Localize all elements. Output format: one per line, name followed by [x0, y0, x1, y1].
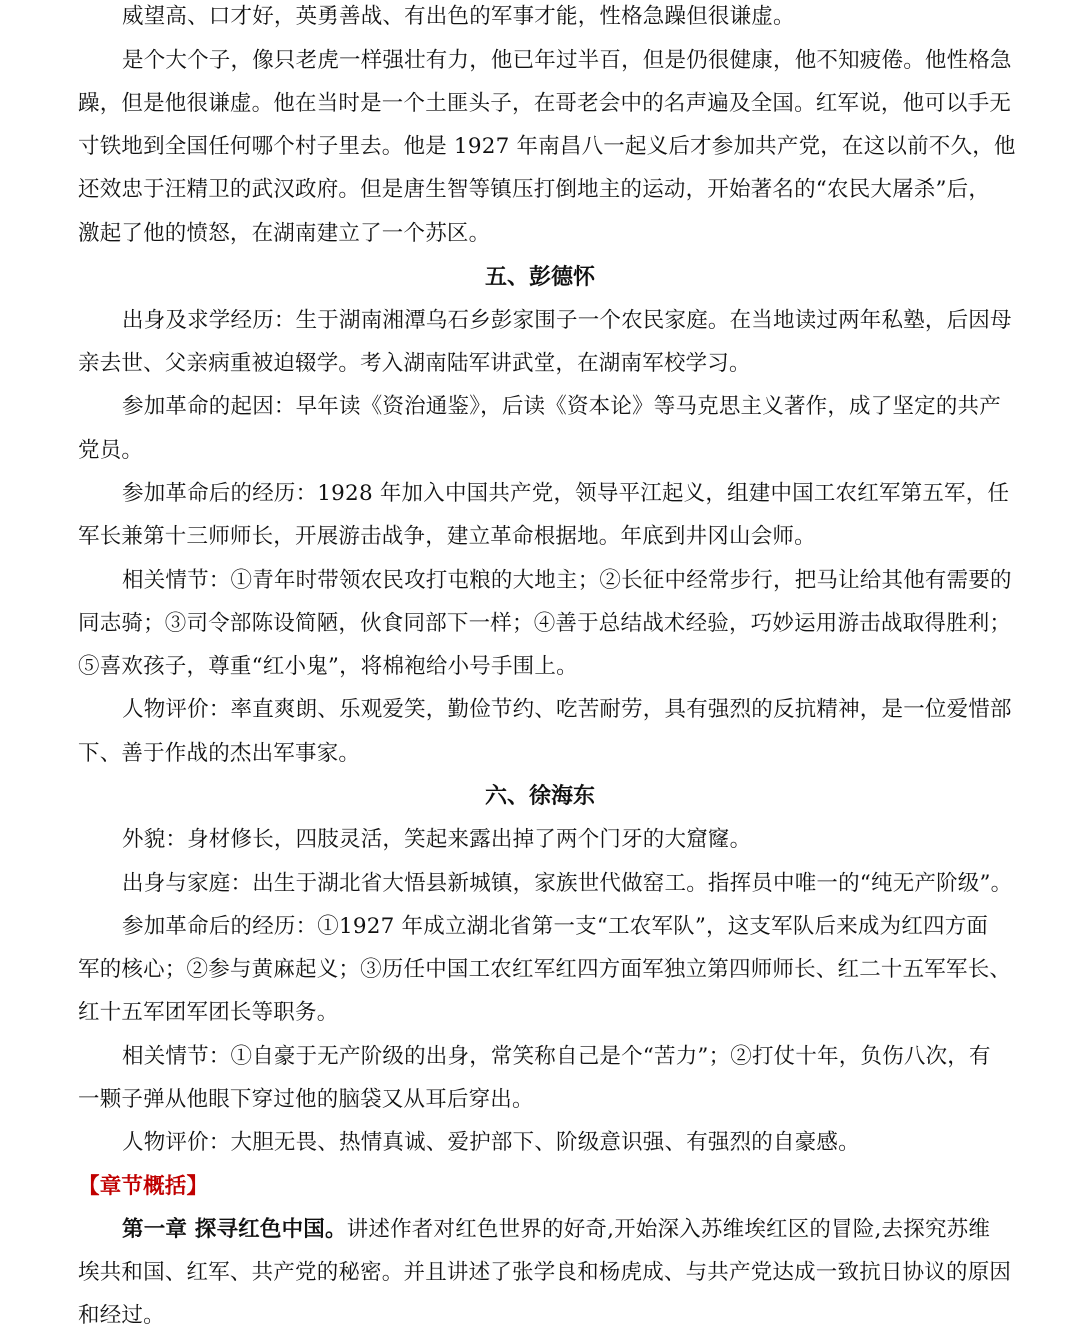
episodes-line: 同志骑；③司令部陈设简陋，伙食同部下一样；④善于总结战术经验，巧妙运用游击战取得胜利； [78, 611, 1012, 636]
six-episodes-line: 一颗子弹从他眼下穿过他的脑袋又从耳后穿出。 [78, 1087, 534, 1112]
cause-line: 党员。 [78, 438, 144, 463]
chapter-summary-tag: 【章节概括】 [78, 1174, 209, 1199]
evaluation-line: 人物评价：率直爽朗、乐观爱笑，勤俭节约、吃苦耐劳，具有强烈的反抗精神，是一位爱惜部 [122, 697, 1012, 722]
episodes-line: 相关情节：①青年时带领农民攻打屯粮的大地主；②长征中经常步行，把马让给其他有需要的 [122, 568, 1012, 593]
experience-line: 参加革命后的经历：1928 年加入中国共产党，领导平江起义，组建中国工农红军第五军，任 [122, 481, 1010, 506]
six-episodes-line: 相关情节：①自豪于无产阶级的出身，常笑称自己是个“苦力”；②打仗十年，负伤八次，有 [122, 1044, 991, 1069]
section-five-heading: 五、彭德怀 [484, 265, 595, 290]
appearance-line: 外貌：身材修长，四肢灵活，笑起来露出掉了两个门牙的大窟窿。 [122, 827, 752, 852]
experience-line: 军长兼第十三师师长，开展游击战争，建立革命根据地。年底到井冈山会师。 [78, 524, 816, 549]
section-four-paragraph-line: 是个大个子，像只老虎一样强壮有力，他已年过半百，但是仍很健康，他不知疲倦。他性格急 [122, 48, 1012, 73]
chapter-one-line-1 [122, 1215, 1002, 1245]
background-line: 出身及求学经历：生于湖南湘潭乌石乡彭家围子一个农民家庭。在当地读过两年私塾，后因母 [122, 308, 1012, 333]
six-evaluation-line: 人物评价：大胆无畏、热情真诚、爱护部下、阶级意识强、有强烈的自豪感。 [122, 1130, 860, 1155]
chapter-one-text: 讲述作者对红色世界的好奇,开始深入苏维埃红区的冒险,去探究苏维 [346, 1217, 991, 1242]
cause-line: 参加革命的起因：早年读《资治通鉴》，后读《资本论》等马克思主义著作，成了坚定的共产 [122, 394, 1001, 419]
episodes-line: ⑤喜欢孩子，尊重“红小鬼”，将棉袍给小号手围上。 [78, 654, 578, 679]
section-four-paragraph-line: 激起了他的愤怒，在湖南建立了一个苏区。 [78, 221, 491, 246]
family-line: 出身与家庭：出生于湖北省大悟县新城镇，家族世代做窑工。指挥员中唯一的“纯无产阶级”。 [122, 871, 1013, 896]
six-experience-line: 军的核心；②参与黄麻起义；③历任中国工农红军红四方面军独立第四师师长、红二十五军军长、 [78, 957, 1012, 982]
section-four-paragraph-line: 还效忠于汪精卫的武汉政府。但是唐生智等镇压打倒地主的运动，开始著名的“农民大屠杀”后， [78, 177, 991, 202]
chapter-one-line-2: 埃共和国、红军、共产党的秘密。并且讲述了张学良和杨虎成、与共产党达成一致抗日协议的原因 [78, 1260, 1012, 1285]
section-four-paragraph-line: 寸铁地到全国任何哪个村子里去。他是 1927 年南昌八一起义后才参加共产党，在这以前不久，他 [78, 134, 1016, 159]
section-six-heading: 六、徐海东 [484, 784, 595, 809]
chapter-one-line-3: 和经过。 [78, 1303, 165, 1328]
chapter-one-title: 第一章 探寻红色中国。 [122, 1217, 347, 1242]
section-four-line-1: 威望高、口才好，英勇善战、有出色的军事才能，性格急躁但很谦虚。 [122, 4, 795, 29]
six-experience-line: 红十五军团军团长等职务。 [78, 1000, 339, 1025]
evaluation-line: 下、善于作战的杰出军事家。 [78, 741, 361, 766]
background-line: 亲去世、父亲病重被迫辍学。考入湖南陆军讲武堂，在湖南军校学习。 [78, 351, 751, 376]
section-four-paragraph-line: 躁，但是他很谦虚。他在当时是一个土匪头子，在哥老会中的名声遍及全国。红军说，他可以手无 [78, 91, 1012, 116]
six-experience-line: 参加革命后的经历：①1927 年成立湖北省第一支“工农军队”，这支军队后来成为红四方面 [122, 914, 989, 939]
